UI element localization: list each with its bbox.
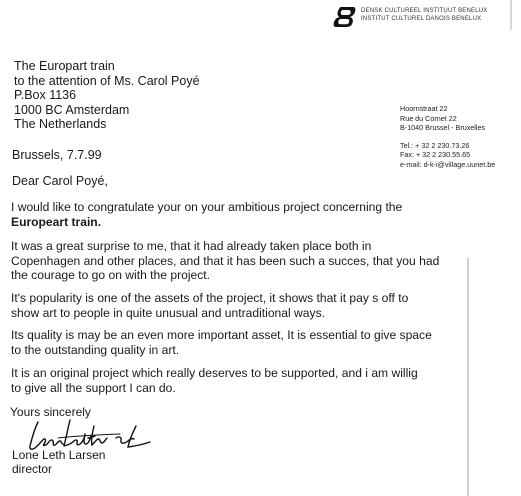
recipient-line-4: 1000 BC Amsterdam bbox=[14, 102, 130, 117]
recipient-address bbox=[14, 59, 314, 132]
paragraph-line: to the outstanding quality in art. bbox=[11, 342, 180, 357]
paragraph-5 bbox=[11, 366, 511, 395]
paragraph-line: Europeart train. bbox=[11, 214, 102, 229]
paragraph-line: It is an original project which really deserves to be supported, and i am willig bbox=[11, 366, 418, 380]
sender-street-nl: Hoornstraat 22 bbox=[400, 104, 448, 113]
sender-address bbox=[400, 104, 521, 170]
paragraph-line: the courage to go on with the project. bbox=[11, 268, 211, 283]
paragraph-line: It was a great surprise to me, that it had already taken place both in bbox=[11, 239, 372, 253]
letter-date: Brussels, 7.7.99 bbox=[12, 148, 102, 162]
paragraph-4 bbox=[11, 328, 511, 357]
recipient-line-5: The Netherlands bbox=[14, 117, 107, 132]
signer-title: director bbox=[12, 462, 53, 476]
recipient-line-1: The Europart train bbox=[14, 59, 115, 73]
letterhead-text bbox=[361, 7, 521, 23]
sender-city: B-1040 Brussel - Bruxelles bbox=[400, 123, 486, 133]
signer-name: Lone Leth Larsen bbox=[12, 448, 106, 462]
paragraph-2 bbox=[11, 239, 511, 283]
letterhead-line-2: INSTITUT CULTUREL DANOIS BENELUX bbox=[361, 16, 482, 22]
paragraph-line: Copenhagen and other places, and that it has been such a succes, that you had bbox=[11, 253, 440, 268]
closing: Yours sincerely bbox=[10, 405, 91, 419]
recipient-line-3: P.Box 1136 bbox=[14, 88, 77, 103]
paragraph-line: to give all the support I can do. bbox=[11, 380, 176, 395]
paragraph-line: I would like to congratulate your on your ambitious project concerning the bbox=[11, 200, 403, 214]
sender-email: e-mail: d-k-i@village.uunet.be bbox=[400, 159, 496, 169]
institute-logo-icon bbox=[333, 5, 357, 29]
salutation: Dear Carol Poyé, bbox=[12, 174, 108, 188]
sender-street-fr: Rue du Cornet 22 bbox=[400, 113, 457, 123]
recipient-line-2: to the attention of Ms. Carol Poyé bbox=[14, 73, 200, 88]
paragraph-line: Its quality is may be an even more important asset, It is essential to give space bbox=[11, 328, 432, 342]
paragraph-line: show art to people in quite unusual and untraditional ways. bbox=[11, 305, 325, 320]
paragraph-line: It's popularity is one of the assets of the project, it shows that it pay s off to bbox=[11, 291, 409, 305]
sender-tel: Tel.: + 32 2 230.73.26 bbox=[400, 140, 470, 150]
paragraph-1 bbox=[11, 200, 511, 229]
paragraph-3 bbox=[11, 291, 511, 320]
sender-fax: Fax: + 32 2 230.55.65 bbox=[400, 150, 471, 160]
letterhead-line-1: DENSK CULTUREEL INSTITUUT BENELUX bbox=[361, 8, 488, 14]
